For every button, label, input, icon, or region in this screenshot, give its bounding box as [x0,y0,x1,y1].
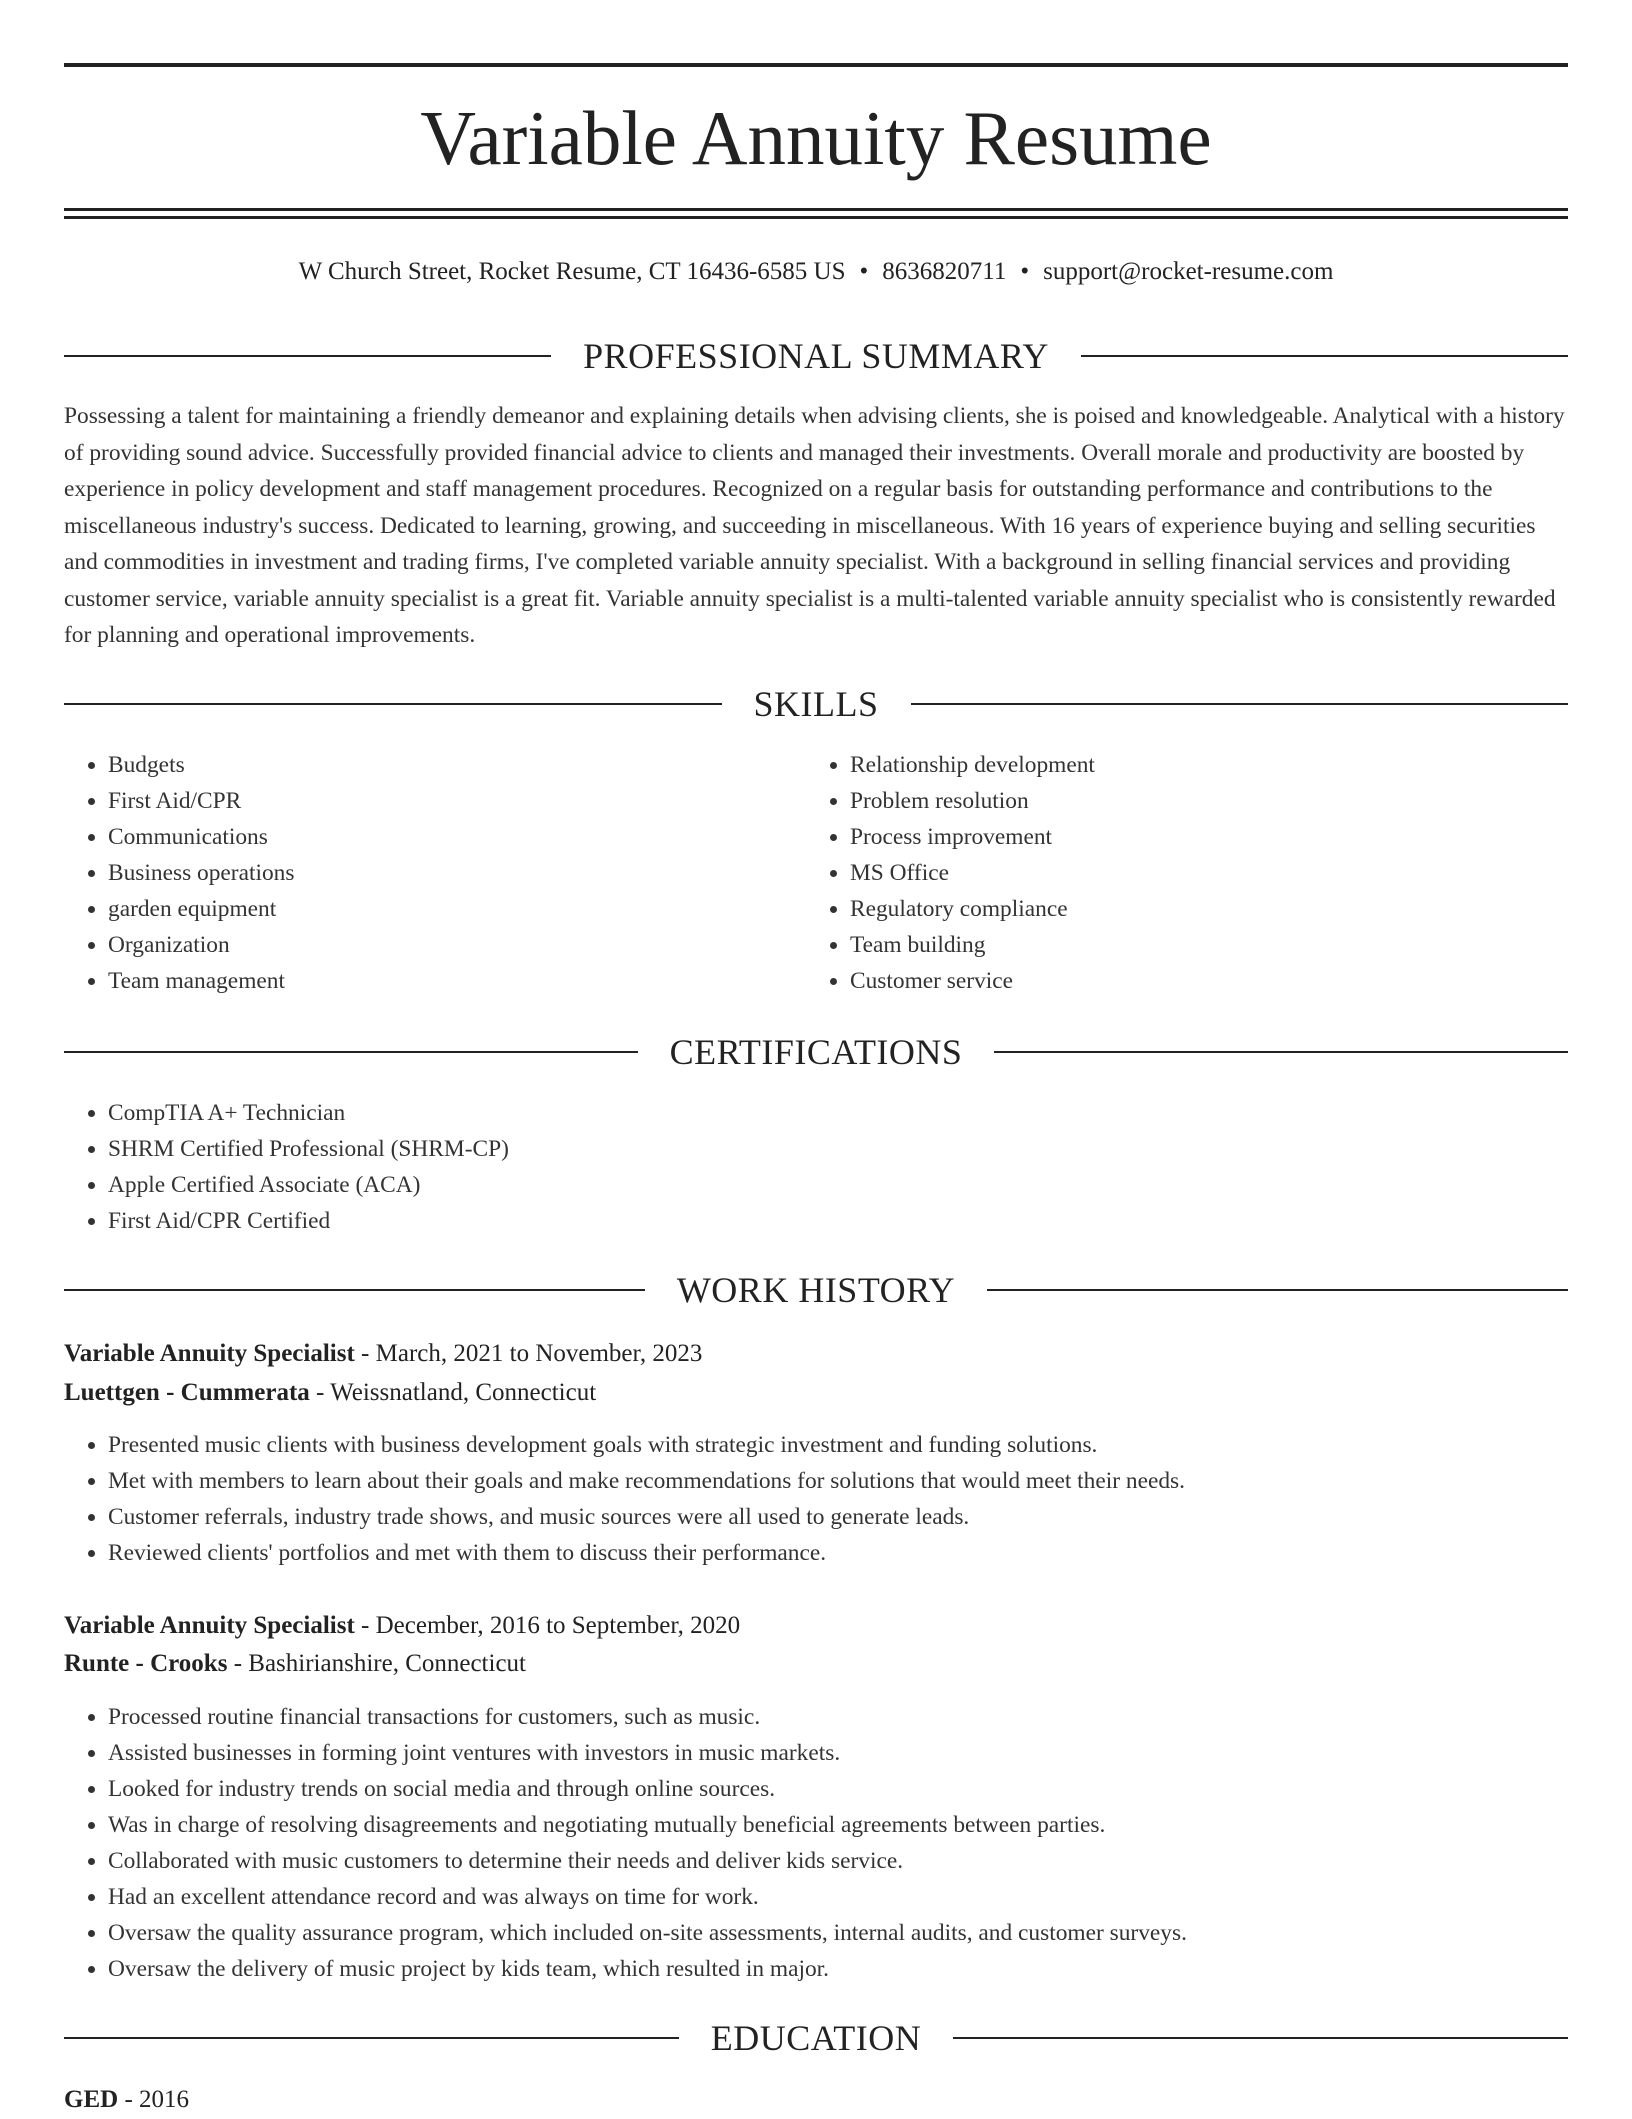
job-title: Variable Annuity Specialist [64,1612,355,1639]
job-duty-item: • Collaborated with music customers to determine their needs and deliver kids service. [108,1843,1568,1879]
skills-column-right [806,747,1506,999]
job-duty-item: • Customer referrals, industry trade shows, and music sources were all used to generate leads. [108,1499,1568,1535]
contact-separator: • [859,258,869,285]
contact-separator: • [1020,258,1030,285]
job-company: Luettgen - Cummerata [64,1379,310,1406]
skill-item: • Organization [108,927,764,963]
section-heading-work-history [64,1267,1568,1313]
heading-rule [64,1051,638,1053]
heading-rule [1081,355,1568,357]
job-duty-item: • Had an excellent attendance record and was always on time for work. [108,1879,1568,1915]
education-degree: GED [64,2086,119,2113]
job-location: - Weissnatland, Connecticut [309,1379,597,1406]
job-title: Variable Annuity Specialist [64,1340,355,1367]
job-duty-item: • Met with members to learn about their goals and make recommendations for solutions that would meet their needs. [108,1463,1568,1499]
heading-rule [911,703,1569,705]
heading-rule [987,1289,1568,1291]
section-heading-certifications [64,1029,1568,1075]
skills-column-left [64,747,764,999]
contact-address: W Church Street, Rocket Resume, CT 16436-6585 US [298,258,846,285]
skill-item: • Communications [108,819,764,855]
heading-rule [994,1051,1568,1053]
skill-item: • Process improvement [850,819,1506,855]
job-duties-list [64,1427,1568,1571]
section-heading-skills [64,681,1568,727]
section-heading-summary [64,333,1568,379]
skill-item: • Team building [850,927,1506,963]
education-entry [64,2081,1568,2119]
contact-line [64,254,1568,290]
job-duty-item: • Assisted businesses in forming joint ventures with investors in music markets. [108,1735,1568,1771]
section-title: WORK HISTORY [676,1270,956,1310]
header-double-rule-upper [64,208,1568,211]
job-company: Runte - Crooks [64,1650,228,1677]
skill-item: • Relationship development [850,747,1506,783]
header-double-rule-lower [64,216,1568,219]
heading-rule [953,2037,1568,2039]
job-title-line [64,1607,1568,1645]
job-duty-item: • Was in charge of resolving disagreements and negotiating mutually beneficial agreements between parties. [108,1807,1568,1843]
section-heading-education [64,2015,1568,2061]
skill-item: • Business operations [108,855,764,891]
certification-item: • SHRM Certified Professional (SHRM-CP) [108,1131,1064,1167]
skill-item: • Problem resolution [850,783,1506,819]
skill-item: • garden equipment [108,891,764,927]
job-location: - Bashirianshire, Connecticut [227,1650,526,1677]
skill-item: • Customer service [850,963,1506,999]
skill-item: • First Aid/CPR [108,783,764,819]
job-duty-item: • Looked for industry trends on social media and through online sources. [108,1771,1568,1807]
job-company-line [64,1645,1568,1683]
job-dates: - March, 2021 to November, 2023 [354,1340,703,1367]
section-title: EDUCATION [710,2018,922,2058]
skill-item: • Regulatory compliance [850,891,1506,927]
job-title-line [64,1335,1568,1373]
job-duty-item: • Processed routine financial transactions for customers, such as music. [108,1699,1568,1735]
heading-rule [64,355,551,357]
contact-phone: 8636820711 [882,258,1007,285]
section-title: SKILLS [753,684,879,724]
certification-item: • First Aid/CPR Certified [108,1203,1064,1239]
section-title: CERTIFICATIONS [669,1032,963,1072]
contact-email: support@rocket-resume.com [1043,258,1334,285]
heading-rule [64,2037,679,2039]
heading-rule [64,1289,645,1291]
job-duty-item: • Presented music clients with business development goals with strategic investment and funding solutions. [108,1427,1568,1463]
job-dates: - December, 2016 to September, 2020 [354,1612,741,1639]
skill-item: • MS Office [850,855,1506,891]
job-duty-item: • Oversaw the quality assurance program, which included on-site assessments, internal audits, and customer surveys. [108,1915,1568,1951]
job-duties-list [64,1699,1568,1987]
job-company-line [64,1374,1568,1412]
certification-item: • CompTIA A+ Technician [108,1095,1064,1131]
heading-rule [64,703,722,705]
summary-text: Possessing a talent for maintaining a friendly demeanor and explaining details when advising clients, she is poised and knowledgeable. Analytical with a history of providing sound advice. Successfully provided financial advice to clients and managed their investments. Overall morale and productivity are boosted by experience in policy development and staff management procedures. Recognized on a regular basis for outstanding performance and contributions to the miscellaneous industry's success. Dedicated to learning, growing, and succeeding in miscellaneous. With 16 years of experience buying and selling securities and commodities in investment and trading firms, I've completed variable annuity specialist. With a background in selling financial services and providing customer service, variable annuity specialist is a great fit. Variable annuity specialist is a multi-talented variable annuity specialist who is consistently rewarded for planning and operational improvements. [64,403,1565,648]
section-title: PROFESSIONAL SUMMARY [583,336,1049,376]
resume-title: Variable Annuity Resume [420,95,1212,181]
skill-item: • Team management [108,963,764,999]
certifications-list [64,1095,1064,1239]
education-year: - 2016 [118,2086,190,2113]
job-duty-item: • Reviewed clients' portfolios and met with them to discuss their performance. [108,1535,1568,1571]
skill-item: • Budgets [108,747,764,783]
job-duty-item: • Oversaw the delivery of music project by kids team, which resulted in major. [108,1951,1568,1987]
certification-item: • Apple Certified Associate (ACA) [108,1167,1064,1203]
header-top-rule [64,63,1568,67]
